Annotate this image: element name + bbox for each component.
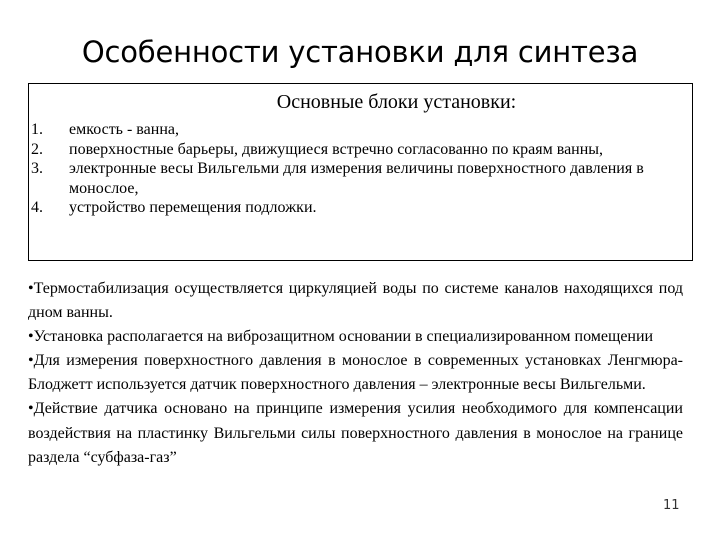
slide-title: Особенности установки для синтеза <box>81 35 639 69</box>
list-item-text: емкость - ванна, <box>69 121 179 138</box>
list-item-text: электронные весы Вильгельми для измерения величины поверхностного давления в монослое, <box>69 160 644 197</box>
list-item-text: поверхностные барьеры, движущиеся встречно согласованно по краям ванны, <box>69 140 604 158</box>
list-item-number: 4. <box>31 199 43 216</box>
paragraph-installation: •Установка располагается на виброзащитном основании в специализированном помещении <box>28 328 654 346</box>
list-item <box>29 198 689 218</box>
list-item <box>29 120 689 140</box>
body-paragraphs <box>28 277 683 470</box>
blocks-heading: Основные блоки установки: <box>276 91 517 113</box>
paragraph-sensor-principle: •Действие датчика основано на принципе измерения усилия необходимого для компенсации воздействия на пластинку Вильгельми силы поверхностного давления в монослое на границе раздела “субфаза-газ” <box>28 400 683 466</box>
paragraph-thermostabilization: •Термостабилизация осуществляется циркуляцией воды по системе каналов находящихся под дном ванны. <box>28 280 683 322</box>
main-blocks-box <box>28 83 693 261</box>
list-item <box>29 159 689 198</box>
list-item-text: устройство перемещения подложки. <box>69 199 317 216</box>
list-item-number: 1. <box>31 121 43 138</box>
list-item-number: 2. <box>31 140 43 158</box>
list-item-number: 3. <box>31 160 43 177</box>
list-item <box>29 140 689 160</box>
page-number: 11 <box>663 498 680 513</box>
blocks-list <box>29 120 689 218</box>
paragraph-pressure-measurement: •Для измерения поверхностного давления в монослое в современных установках Ленгмюра-Блоджетт используется датчик поверхностного давления – электронные весы Вильгельми. <box>28 352 683 394</box>
